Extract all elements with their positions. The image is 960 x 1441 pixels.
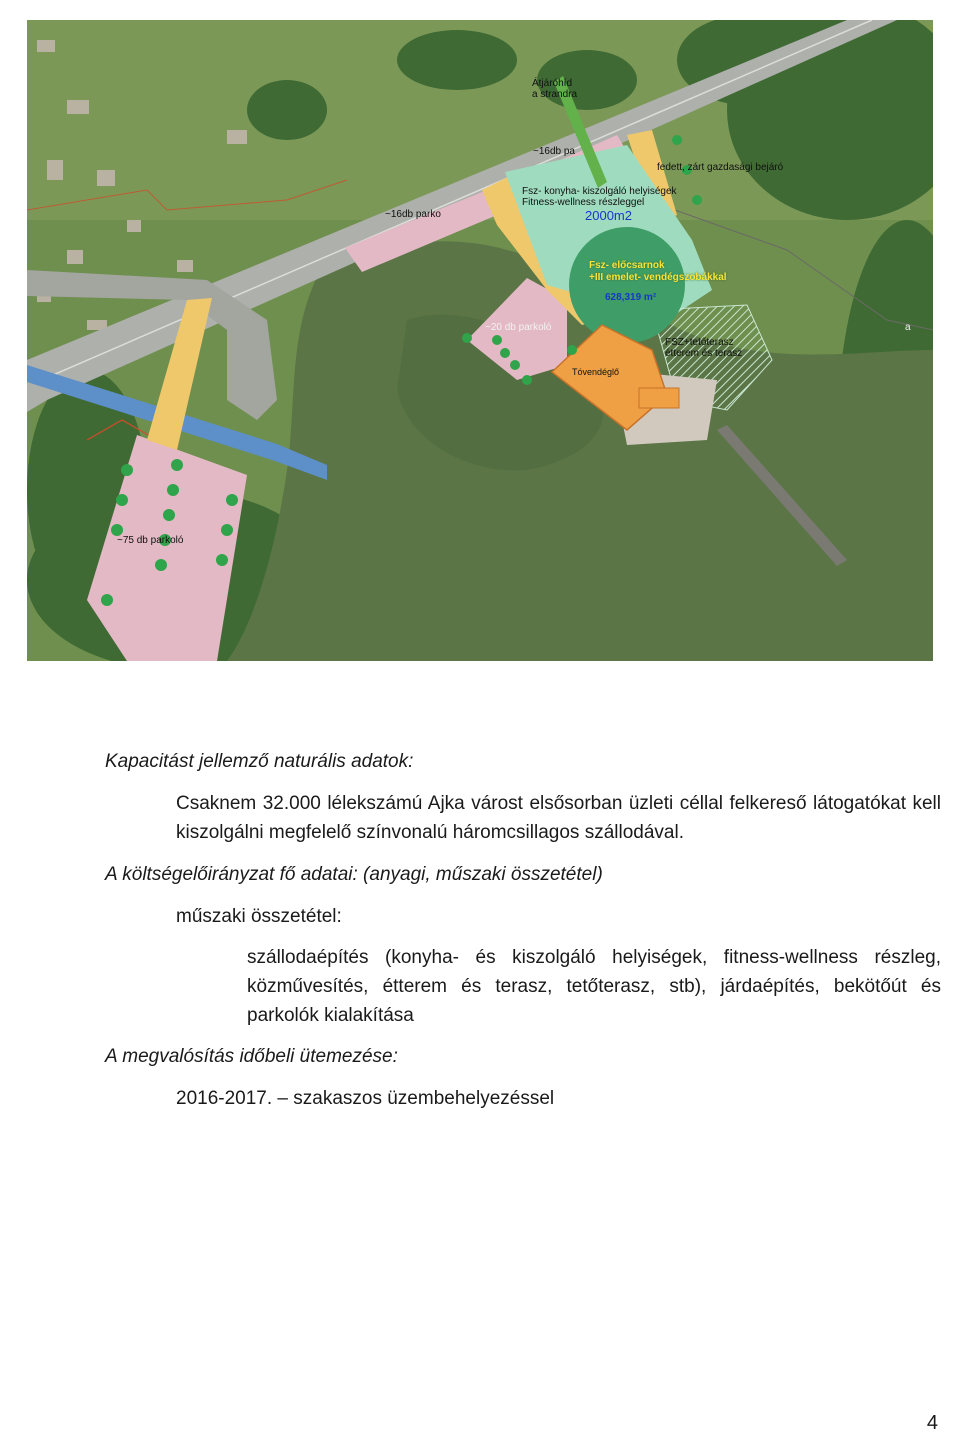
page-number: 4: [926, 1412, 938, 1434]
label-bridge: Átjáróhíd a strandra: [532, 78, 578, 100]
heading-capacity: Kapacitást jellemző naturális adatok:: [105, 751, 414, 772]
site-plan-map: [27, 20, 933, 661]
label-lobby-line2: +III emelet- vendégszobákkal: [589, 272, 727, 283]
label-main-building-line1: Fsz- konyha- kiszolgáló helyiségek: [522, 186, 677, 197]
paragraph-capacity: Csaknem 32.000 lélekszámú Ajka várost elsősorban üzleti céllal felkereső látogatókat kell kiszolgálni megfelelő színvonalú háromcsillagos szállodával.: [176, 793, 941, 843]
subheading-technical: műszaki összetétel:: [176, 906, 342, 927]
label-terrace-line1: FSZ+tetőterasz: [665, 337, 734, 348]
heading-schedule: A megvalósítás időbeli ütemezése:: [105, 1046, 398, 1067]
label-edge-mark: a: [905, 322, 911, 333]
label-restaurant: Tóvendéglő: [572, 367, 620, 377]
label-main-building-line2: Fitness-wellness részleggel: [522, 197, 645, 208]
lobby-tower: [569, 227, 685, 343]
site-plan-drawing: [27, 20, 933, 661]
label-parking-16-left: ~16db parko: [385, 209, 441, 220]
label-parking-75: ~75 db parkoló: [117, 535, 184, 546]
label-parking-20: ~20 db parkoló: [485, 322, 552, 333]
label-service-entrance: fedett, zárt gazdasági bejáró: [657, 162, 784, 173]
paragraph-schedule: 2016-2017. – szakaszos üzembehelyezéssel: [176, 1088, 555, 1109]
paragraph-technical: szállodaépítés (konyha- és kiszolgáló helyiségek, fitness-wellness részleg, közművesítés, étterem és terasz, tetőterasz, stb), járdaépítés, bekötőút és parkolók kialakítása: [247, 947, 941, 1026]
label-parking-16-top: ~16db pa: [533, 146, 575, 157]
heading-budget: A költségelőirányzat fő adatai: (anyagi, műszaki összetétel): [105, 864, 603, 885]
label-terrace-line2: étterem és terasz: [665, 348, 743, 359]
label-lobby-line1: Fsz- előcsarnok: [589, 260, 665, 271]
label-lobby-area: 628,319 m²: [605, 292, 657, 303]
label-main-building-area: 2000m2: [585, 208, 632, 223]
